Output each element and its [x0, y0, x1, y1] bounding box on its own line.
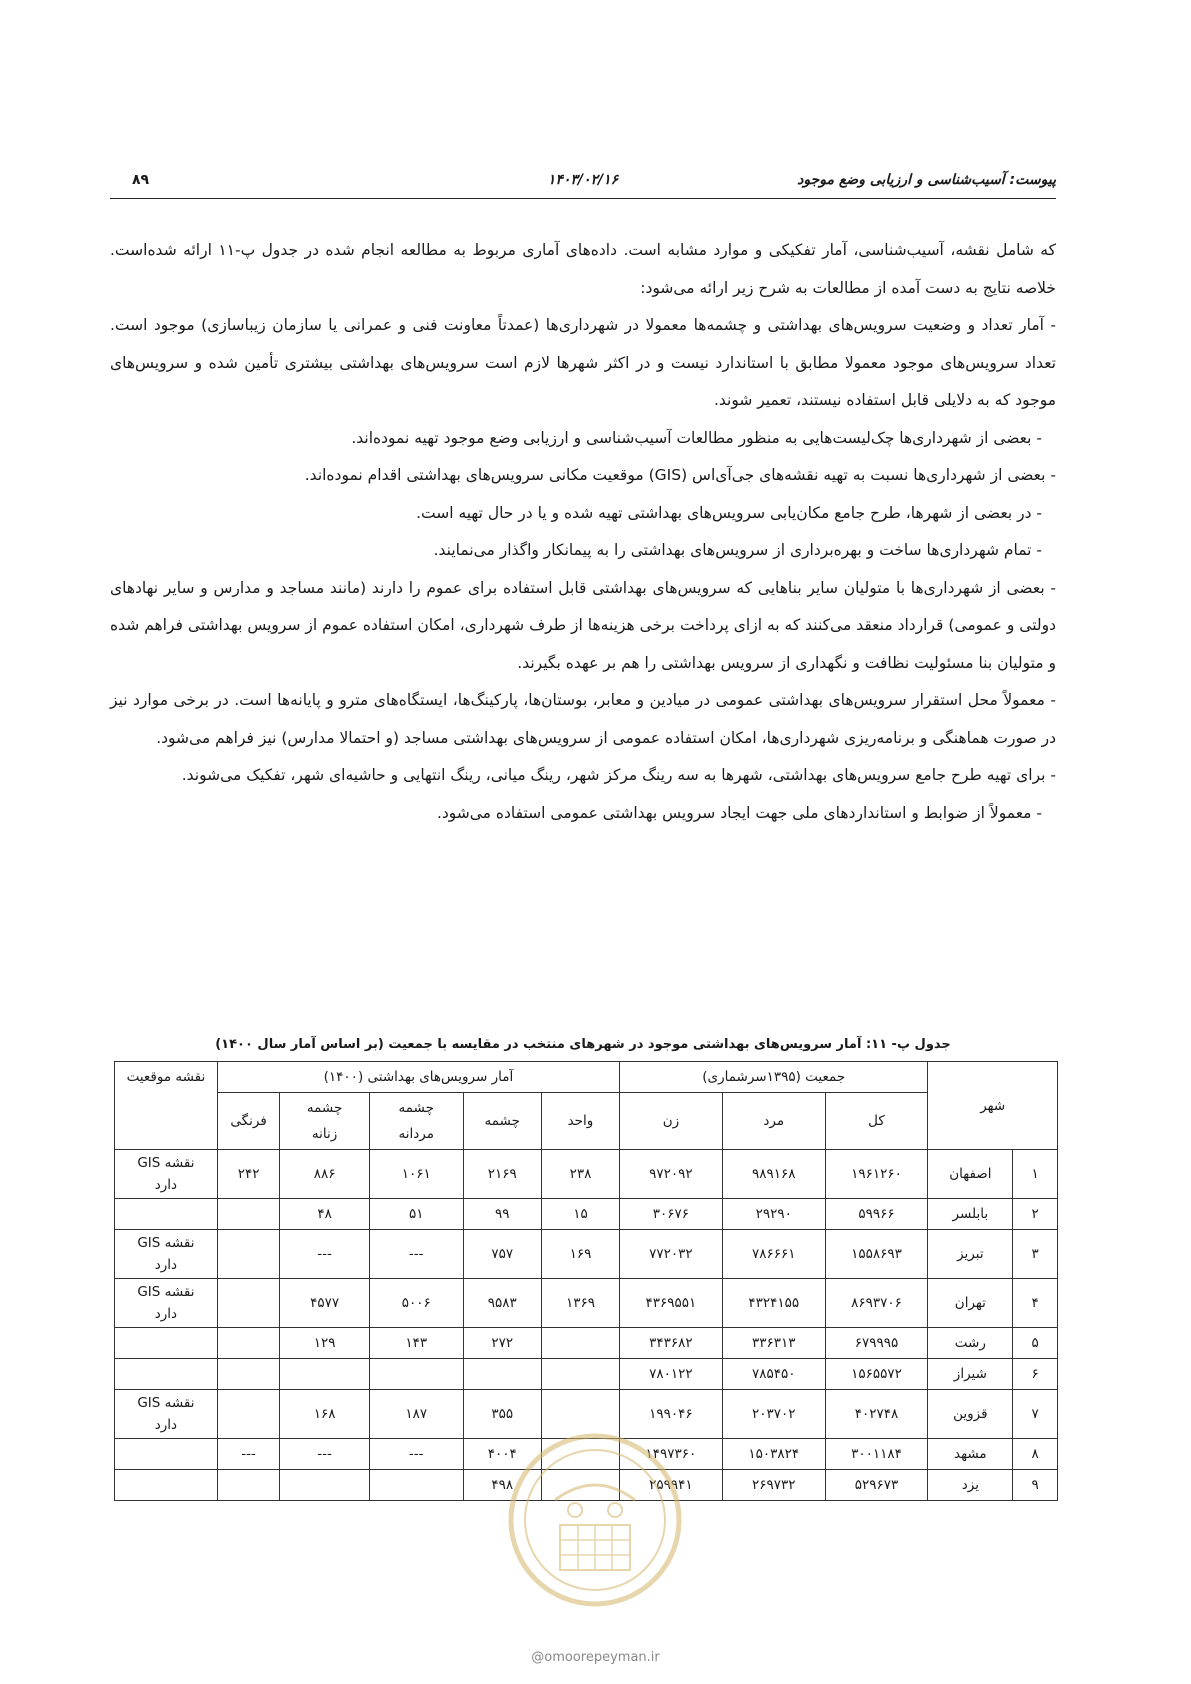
table-cell-female: ۳۴۳۶۸۲	[620, 1328, 723, 1359]
table-cell-female-f: ۴۵۷۷	[280, 1279, 369, 1328]
table-cell-female: ۱۹۹۰۴۶	[620, 1390, 723, 1439]
table-cell-city: یزد	[928, 1470, 1013, 1501]
table-cell-western	[217, 1230, 280, 1279]
bullet-item: - در بعضی از شهرها، طرح جامع مکان‌یابی سرویس‌های بهداشتی تهیه شده و یا در حال تهیه است.	[416, 503, 1042, 522]
bullet-item: - معمولاً از ضوابط و استانداردهای ملی جهت ایجاد سرویس بهداشتی عمومی استفاده می‌شود.	[436, 803, 1042, 822]
table-row	[115, 1150, 1058, 1199]
table-cell-female-f: ---	[280, 1439, 369, 1470]
table-cell-female-f	[280, 1470, 369, 1501]
table-cell-unit: ۱۵	[541, 1199, 619, 1230]
table-cell-city: تهران	[928, 1279, 1013, 1328]
table-cell-western	[217, 1470, 280, 1501]
map-status: دارد	[154, 1306, 178, 1322]
page-number: ۸۹	[132, 172, 150, 188]
table-cell-male-f: ۱۸۷	[369, 1390, 463, 1439]
table-cell-fountain: ۴۹۸	[463, 1470, 541, 1501]
table-row	[115, 1359, 1058, 1390]
table-cell-city: اصفهان	[928, 1150, 1013, 1199]
table-cell-male-f: ۱۴۳	[369, 1328, 463, 1359]
table-cell-total: ۶۷۹۹۹۵	[825, 1328, 928, 1359]
table-cell-map	[115, 1359, 218, 1390]
table-header-row	[115, 1062, 1058, 1093]
bullet-item: - معمولاً محل استقرار سرویس‌های بهداشتی عمومی در میادین و معابر، بوستان‌ها، پارکینگ‌ها، ایستگاه‌های مترو و پایانه‌ها است. در برخی موارد نیز در صورت هماهنگی و برنامه‌ریزی شهرداری‌ها، امکان استفاده عمومی از سرویس‌های بهداشتی مساجد (و احتمالا مدارس) نیز فراهم می‌شود.	[110, 691, 1056, 747]
subheader-total: کل	[825, 1093, 928, 1150]
table-cell-num: ۷	[1013, 1390, 1058, 1439]
table-cell-fountain: ۹۹	[463, 1199, 541, 1230]
table-cell-male: ۷۸۵۴۵۰	[722, 1359, 825, 1390]
subheader-male: مرد	[722, 1093, 825, 1150]
bullet-item: - بعضی از شهرداری‌ها نسبت به تهیه نقشه‌های جی‌آی‌اس (GIS) موقعیت مکانی سرویس‌های بهداشتی اقدام نموده‌اند.	[304, 466, 1056, 484]
subheader-male-fountain: چشمه مردانه	[369, 1093, 463, 1150]
subheader-female-fountain: چشمه زنانه	[280, 1093, 369, 1150]
table-cell-city: بابلسر	[928, 1199, 1013, 1230]
table-caption: جدول پ- ۱۱: آمار سرویس‌های بهداشتی موجود در شهرهای منتخب در مقایسه با جمعیت (بر اساس آمار سال ۱۴۰۰)	[215, 1037, 951, 1052]
subheader-western: فرنگی	[217, 1093, 280, 1150]
table-cell-male: ۲۶۹۷۳۲	[722, 1470, 825, 1501]
table-cell-female: ۹۷۲۰۹۲	[620, 1150, 723, 1199]
table-cell-male-f: ۱۰۶۱	[369, 1150, 463, 1199]
table-cell-male: ۲۹۲۹۰	[722, 1199, 825, 1230]
bullet-item: - آمار تعداد و وضعیت سرویس‌های بهداشتی و چشمه‌ها معمولا در شهرداری‌ها (عمدتاً معاونت فنی و عمرانی یا سازمان زیباسازی) موجود است. تعداد سرویس‌های موجود معمولا مطابق با استاندارد نیست و در اکثر شهرها لازم است سرویس‌های بهداشتی بیشتری تأمین شده و سرویس‌های موجود که به دلایلی قابل استفاده نیستند، تعمیر شوند.	[110, 316, 1056, 409]
table-cell-female-f: ۸۸۶	[280, 1150, 369, 1199]
bullet-item: - برای تهیه طرح جامع سرویس‌های بهداشتی، شهرها به سه رینگ مرکز شهر، رینگ میانی، رینگ انتهایی و حاشیه‌ای شهر، تفکیک می‌شوند.	[181, 766, 1056, 784]
table-cell-fountain: ۳۵۵	[463, 1390, 541, 1439]
header-location-map: نقشه موقعیت	[115, 1062, 218, 1150]
table-cell-map	[115, 1390, 218, 1439]
table-cell-unit: ۲۳۸	[541, 1150, 619, 1199]
table-cell-map	[115, 1470, 218, 1501]
table-cell-fountain: ۷۵۷	[463, 1230, 541, 1279]
table-cell-map	[115, 1150, 218, 1199]
map-status: دارد	[154, 1257, 178, 1273]
table-cell-unit	[541, 1328, 619, 1359]
table-cell-western	[217, 1199, 280, 1230]
table-subheader-row	[115, 1093, 1058, 1150]
header-title: پیوست: آسیب‌شناسی و ارزیابی وضع موجود	[797, 172, 1056, 188]
table-cell-female: ۷۷۲۰۳۲	[620, 1230, 723, 1279]
table-cell-unit: ۱۶۹	[541, 1230, 619, 1279]
table-cell-western: ---	[217, 1439, 280, 1470]
table-cell-female-f: ۱۲۹	[280, 1328, 369, 1359]
map-status: دارد	[154, 1417, 178, 1433]
subheader-female: زن	[620, 1093, 723, 1150]
table-row	[115, 1279, 1058, 1328]
table-cell-total: ۱۵۵۸۶۹۳	[825, 1230, 928, 1279]
table-cell-male: ۷۸۶۶۶۱	[722, 1230, 825, 1279]
table-cell-female-f: ۴۸	[280, 1199, 369, 1230]
map-status: دارد	[154, 1177, 178, 1193]
table-cell-male: ۲۰۳۷۰۲	[722, 1390, 825, 1439]
table-cell-male-f: ---	[369, 1230, 463, 1279]
table-cell-female: ۱۴۹۷۳۶۰	[620, 1439, 723, 1470]
map-label: نقشه GIS	[137, 1284, 195, 1300]
table-cell-western	[217, 1359, 280, 1390]
table-cell-total: ۱۹۶۱۲۶۰	[825, 1150, 928, 1199]
bullet-item: - تمام شهرداری‌ها ساخت و بهره‌برداری از سرویس‌های بهداشتی را به پیمانکار واگذار می‌نمایند.	[433, 541, 1042, 559]
bullet-item: - بعضی از شهرداری‌ها چک‌لیست‌هایی به منظور مطالعات آسیب‌شناسی و ارزیابی وضع موجود تهیه نموده‌اند.	[351, 428, 1042, 447]
table-cell-map	[115, 1279, 218, 1328]
table-cell-map	[115, 1328, 218, 1359]
table-cell-unit: ۱۳۶۹	[541, 1279, 619, 1328]
table-cell-city: مشهد	[928, 1439, 1013, 1470]
header-divider	[110, 198, 1056, 199]
table-cell-male: ۹۸۹۱۶۸	[722, 1150, 825, 1199]
subheader-fountain: چشمه	[463, 1093, 541, 1150]
table-cell-city: قزوین	[928, 1390, 1013, 1439]
table-cell-male: ۱۵۰۳۸۲۴	[722, 1439, 825, 1470]
table-cell-western	[217, 1279, 280, 1328]
table-cell-num: ۳	[1013, 1230, 1058, 1279]
table-cell-num: ۸	[1013, 1439, 1058, 1470]
table-cell-female-f	[280, 1359, 369, 1390]
paragraph-intro: که شامل نقشه، آسیب‌شناسی، آمار تفکیکی و موارد مشابه است. داده‌های آماری مربوط به مطالعه انجام شده در جدول پ-۱۱ ارائه شده‌است. خلاصه نتایج به دست آمده از مطالعات به شرح زیر ارائه می‌شود:	[110, 241, 1056, 297]
table-cell-map	[115, 1439, 218, 1470]
table-cell-total: ۳۰۰۱۱۸۴	[825, 1439, 928, 1470]
table-cell-total: ۵۹۹۶۶	[825, 1199, 928, 1230]
table-cell-total: ۴۰۲۷۴۸	[825, 1390, 928, 1439]
table-row	[115, 1199, 1058, 1230]
table-cell-female-f: ۱۶۸	[280, 1390, 369, 1439]
map-label: نقشه GIS	[137, 1155, 195, 1171]
table-row	[115, 1328, 1058, 1359]
table-cell-num: ۲	[1013, 1199, 1058, 1230]
subheader-unit: واحد	[541, 1093, 619, 1150]
header-services: آمار سرویس‌های بهداشتی (۱۴۰۰)	[217, 1062, 619, 1093]
watermark-seal-icon	[505, 1430, 685, 1610]
table-cell-western: ۲۴۲	[217, 1150, 280, 1199]
table-cell-male-f: ---	[369, 1439, 463, 1470]
table-cell-city: شیراز	[928, 1359, 1013, 1390]
table-cell-fountain: ۹۵۸۳	[463, 1279, 541, 1328]
bullet-item: - بعضی از شهرداری‌ها با متولیان سایر بناهایی که سرویس‌های بهداشتی قابل استفاده برای عموم را دارند (مانند مساجد و مدارس و سایر نهادهای دولتی و عمومی) قرارداد منعقد می‌کنند که به ازای پرداخت برخی هزینه‌ها از طرف شهرداری، امکان استفاده عموم از سرویس بهداشتی فراهم شده و متولیان بنا مسئولیت نظافت و نگهداری از سرویس بهداشتی را هم بر عهده بگیرند.	[110, 578, 1056, 672]
table-cell-fountain	[463, 1359, 541, 1390]
table-cell-unit	[541, 1359, 619, 1390]
table-cell-city: تبریز	[928, 1230, 1013, 1279]
table-cell-fountain: ۲۱۶۹	[463, 1150, 541, 1199]
map-label: نقشه GIS	[137, 1395, 195, 1411]
table-cell-fountain: ۴۰۰۴	[463, 1439, 541, 1470]
table-cell-female: ۲۵۹۹۴۱	[620, 1470, 723, 1501]
table-cell-num: ۴	[1013, 1279, 1058, 1328]
table-cell-num: ۹	[1013, 1470, 1058, 1501]
table-cell-map	[115, 1199, 218, 1230]
table-cell-female-f: ---	[280, 1230, 369, 1279]
table-cell-male: ۴۳۲۴۱۵۵	[722, 1279, 825, 1328]
table-cell-total: ۸۶۹۳۷۰۶	[825, 1279, 928, 1328]
table-cell-male-f	[369, 1359, 463, 1390]
header-population: جمعیت (۱۳۹۵سرشماری)	[620, 1062, 928, 1093]
table-cell-num: ۱	[1013, 1150, 1058, 1199]
table-cell-map	[115, 1230, 218, 1279]
table-cell-fountain: ۲۷۲	[463, 1328, 541, 1359]
table-cell-male-f: ۵۱	[369, 1199, 463, 1230]
table-cell-male: ۳۳۶۳۱۳	[722, 1328, 825, 1359]
table-cell-female: ۷۸۰۱۲۲	[620, 1359, 723, 1390]
table-cell-city: رشت	[928, 1328, 1013, 1359]
table-cell-male-f	[369, 1470, 463, 1501]
table-cell-total: ۱۵۶۵۵۷۲	[825, 1359, 928, 1390]
map-label: نقشه GIS	[137, 1235, 195, 1251]
table-cell-total: ۵۲۹۶۷۳	[825, 1470, 928, 1501]
table-cell-female: ۳۰۶۷۶	[620, 1199, 723, 1230]
page-header	[110, 168, 1056, 194]
table-cell-male-f: ۵۰۰۶	[369, 1279, 463, 1328]
table-cell-num: ۵	[1013, 1328, 1058, 1359]
table-cell-female: ۴۳۶۹۵۵۱	[620, 1279, 723, 1328]
table-cell-western	[217, 1390, 280, 1439]
table-row	[115, 1230, 1058, 1279]
site-url: @omoorepeyman.ir	[531, 1650, 660, 1665]
table-cell-num: ۶	[1013, 1359, 1058, 1390]
body-text	[110, 232, 1056, 832]
header-date: ۱۴۰۳/۰۲/۱۶	[547, 172, 619, 188]
table-cell-western	[217, 1328, 280, 1359]
header-city: شهر	[928, 1062, 1058, 1150]
